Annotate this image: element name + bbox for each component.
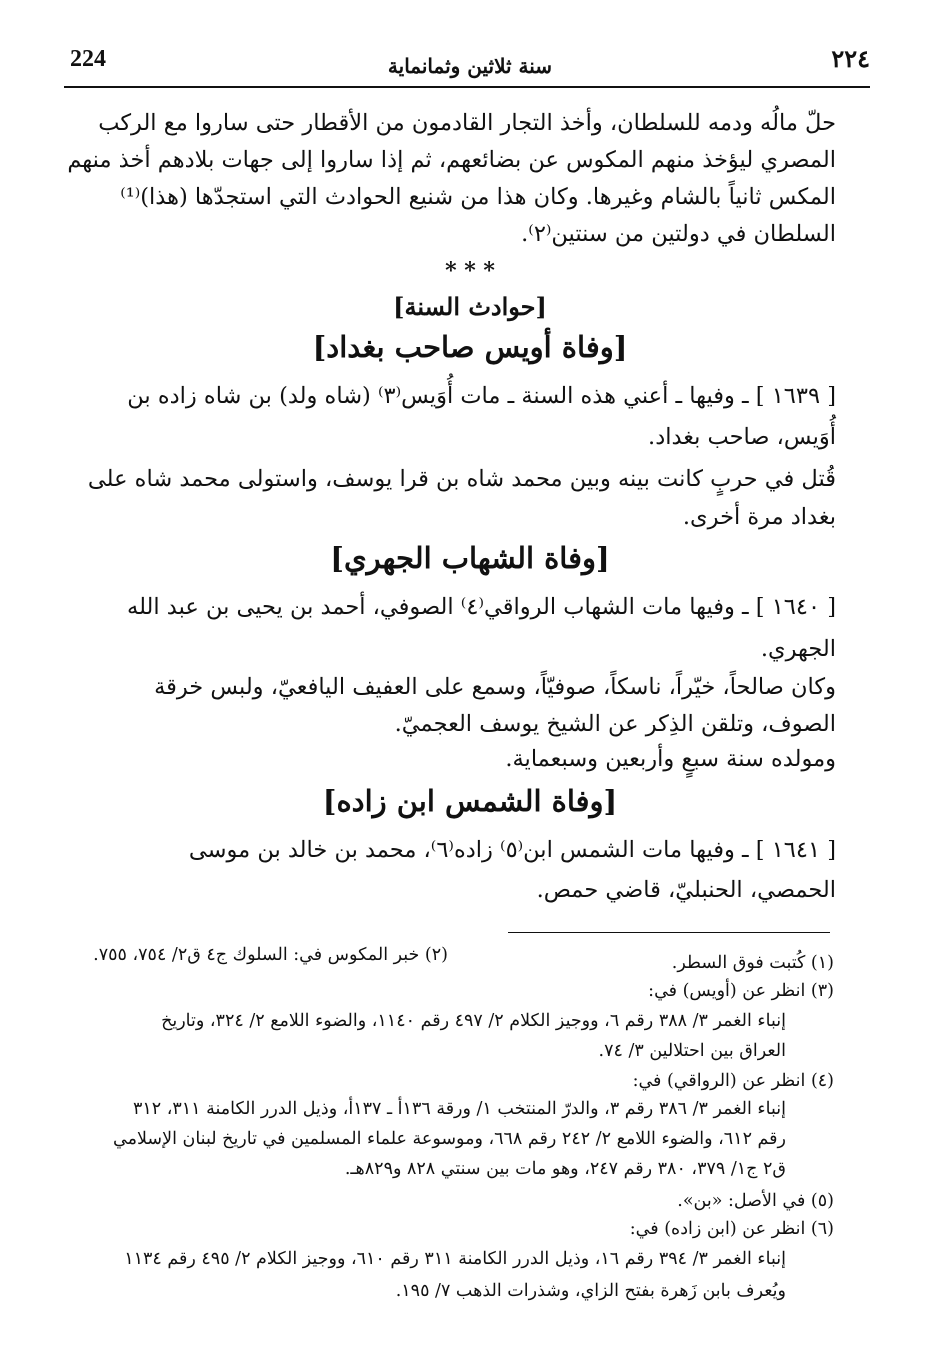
footnote-item: العراق بين احتلالين ٣/ ٧٤. bbox=[598, 1041, 786, 1061]
entry-line: بغداد مرة أخرى. bbox=[682, 504, 836, 530]
section-title: [حوادث السنة] bbox=[393, 292, 547, 321]
footnote-item: ق٢ ج١/ ٣٧٩، ٣٨٠ رقم ٢٤٧، وهو مات بين سنتي ٨٢٨ و٨٢٩هـ. bbox=[344, 1159, 786, 1179]
footnote-item: رقم ٦١٢، والضوء اللامع ٢/ ٢٤٢ رقم ٦٦٨، وموسوعة علماء المسلمين في تاريخ لبنان الإسلامي bbox=[113, 1129, 786, 1149]
running-title: سنة ثلاثين وثمانماية bbox=[387, 54, 553, 78]
entry-line: [ ١٦٣٩ ] ـ وفيها ـ أعني هذه السنة ـ مات أُوَيس⁽٣⁾ (شاه ولد) بن شاه زاده بن bbox=[127, 383, 836, 409]
footnote-item: (٤) انظر عن (الرواقي) في: bbox=[632, 1071, 834, 1091]
intro-line: السلطان في دولتين من سنتين⁽٢⁾. bbox=[521, 221, 836, 247]
entry-line: [ ١٦٤٠ ] ـ وفيها مات الشهاب الرواقي⁽٤⁾ الصوفي، أحمد بن يحيى بن عبد الله bbox=[127, 594, 836, 620]
entry-line: ومولده سنة سبعٍ وأربعين وسبعماية. bbox=[505, 746, 836, 772]
separator-stars: * * * bbox=[445, 258, 495, 284]
entry-line: [ ١٦٤١ ] ـ وفيها مات الشمس ابن⁽٥⁾ زاده⁽٦⁾، محمد بن خالد بن موسى bbox=[188, 837, 836, 863]
intro-line: المصري ليؤخذ منهم المكوس عن بضائعهم، ثم إذا ساروا إلى جهات بلادهم أخذ منهم bbox=[67, 147, 836, 173]
intro-line: حلّ مالُه ودمه للسلطان، وأخذ التجار القادمون من الأقطار حتى ساروا مع الركب bbox=[98, 110, 836, 136]
entry-heading: [وفاة الشمس ابن زاده] bbox=[322, 784, 618, 818]
entry-line: وكان صالحاً، خيّراً، ناسكاً، صوفيّاً، وسمع على العفيف اليافعيّ، ولبس خرقة bbox=[154, 674, 836, 700]
footnote-item: إنباء الغمر ٣/ ٣٨٦ رقم ٣، والدرّ المنتخب ١/ ورقة ١٣٦أ ـ ١٣٧أ، وذيل الدرر الكامنة ٣١١، ٣١٢ bbox=[132, 1099, 786, 1119]
footnote-item: (١) كُتبت فوق السطر. bbox=[671, 953, 834, 973]
entry-heading: [وفاة أويس صاحب بغداد] bbox=[312, 330, 628, 364]
page-number-arabic: ٢٢٤ bbox=[831, 44, 870, 73]
footnote-item: إنباء الغمر ٣/ ٣٨٨ رقم ٦، ووجيز الكلام ٢/ ٤٩٧ رقم ١١٤٠، والضوء اللامع ٢/ ٣٢٤، وتاريخ bbox=[161, 1011, 786, 1031]
entry-line: الصوف، وتلقن الذِكر عن الشيخ يوسف العجميّ. bbox=[394, 711, 836, 737]
entry-line: أُوَيس، صاحب بغداد. bbox=[648, 424, 836, 450]
entry-heading: [وفاة الشهاب الجهري] bbox=[330, 541, 610, 575]
footnote-item: (٥) في الأصل: «بن». bbox=[677, 1191, 834, 1211]
footnote-2: (٢) خبر المكوس في: السلوك ج٤ ق٢/ ٧٥٤، ٧٥٥. bbox=[93, 945, 448, 965]
entry-line: الحمصي، الحنبليّ، قاضي حمص. bbox=[536, 877, 836, 903]
footnote-item: ويُعرف بابن زَهرة بفتح الزاي، وشذرات الذهب ٧/ ١٩٥. bbox=[395, 1281, 786, 1301]
footnote-item: (٦) انظر عن (ابن زاده) في: bbox=[629, 1219, 834, 1239]
footnote-item: إنباء الغمر ٣/ ٣٩٤ رقم ١٦، وذيل الدرر الكامنة ٣١١ رقم ٦١٠، ووجيز الكلام ٢/ ٤٩٥ رقم ١١٣٤ bbox=[124, 1249, 786, 1269]
page-number-latin: 224 bbox=[70, 46, 106, 72]
entry-line: الجهري. bbox=[760, 636, 836, 662]
footnote-rule bbox=[508, 932, 830, 933]
intro-line: المكس ثانياً بالشام وغيرها. وكان هذا من شنيع الحوادث التي استجدّها (هذا)⁽¹⁾ bbox=[120, 184, 836, 210]
header-rule bbox=[64, 86, 870, 88]
footnote-item: (٣) انظر عن (أويس) في: bbox=[648, 981, 834, 1001]
entry-line: قُتل في حربٍ كانت بينه وبين محمد شاه بن قرا يوسف، واستولى محمد شاه على bbox=[87, 466, 836, 492]
